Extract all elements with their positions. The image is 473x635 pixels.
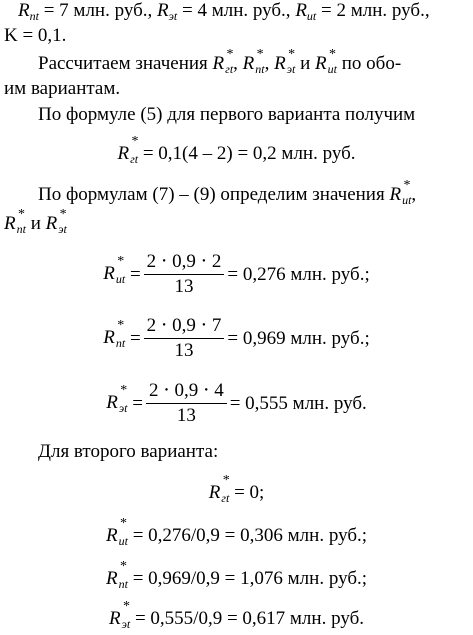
equation-1: R * $_{гt}$ = 0,1(4 – 2) = 0,2 млн. руб. [117, 134, 356, 166]
text-line-7: R * $_{пt}$ и R * $_{эt}$ [4, 207, 67, 236]
text-line-2: K = 0,1. [4, 25, 67, 46]
equation-3: R * $_{пt}$ = $\frac{2 \cdot 0,9 \cdot 7}{13}$ = 0,969 млн. руб.; [103, 315, 370, 361]
equation-2: R * $_{иt}$ = $\frac{2 \cdot 0,9 \cdot 2}{13}$ = 0,276 млн. руб.; [103, 251, 370, 297]
text-line-4: им вариантам. [4, 78, 121, 99]
text-line-8: Для второго варианта: [38, 441, 219, 462]
equation-8: R * $_{эt}$ = 0,555/0,9 = 0,617 млн. руб. [108, 599, 365, 631]
text-line-6: По формулам (7) – (9) определим значения R * $_{иt}$, [38, 178, 417, 207]
text-line-3: Рассчитаем значения R * $_{гt}$, R * $_{пt}$, R * $_{эt}$ и R * $_{иt}$ по обо- [38, 47, 402, 76]
equation-4: R * $_{эt}$ = $\frac{2 \cdot 0,9 \cdot 4}{13}$ = 0,555 млн. руб. [106, 380, 367, 426]
equation-5: R * $_{гt}$ = 0; [208, 473, 265, 505]
equation-6: R * $_{иt}$ = 0,276/0,9 = 0,306 млн. руб.; [105, 516, 368, 548]
text-line-5: По формуле (5) для первого варианта получим [38, 104, 416, 125]
equation-7: R * $_{пt}$ = 0,969/0,9 = 1,076 млн. руб.; [105, 559, 368, 591]
text-line-1: $R_{пt} = 7$ млн. руб., $R_{эt} = 4$ млн. руб., $R_{иt} = 2$ млн. руб., [18, 0, 430, 23]
